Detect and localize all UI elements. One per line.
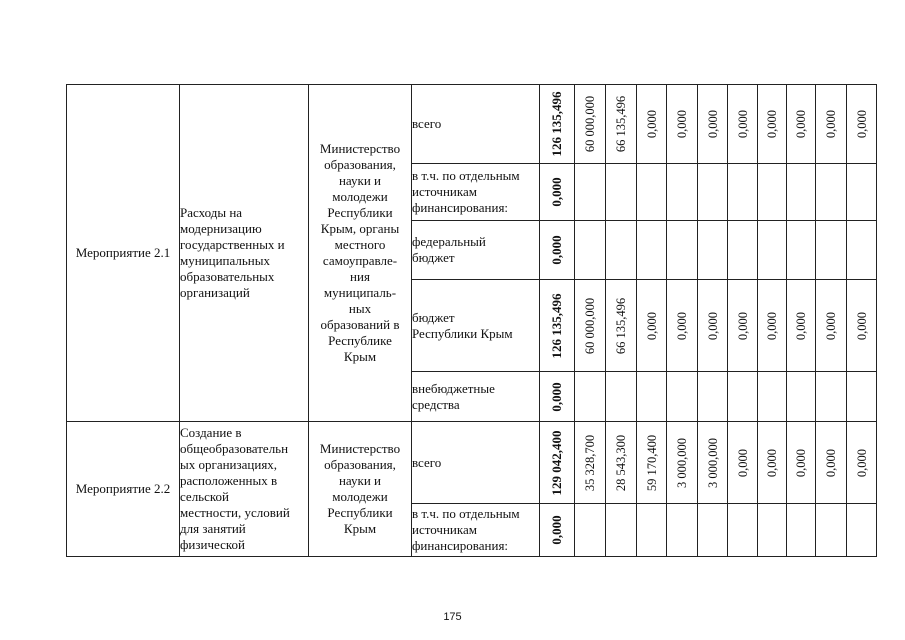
year-amount [637,372,667,422]
year-amount: 0,000 [698,85,728,164]
year-amount: 60 000,000 [575,85,606,164]
year-amount: 0,000 [637,280,667,372]
measure-name: Мероприятие 2.1 [67,85,180,422]
year-amount: 0,000 [728,280,758,372]
funding-source: федеральный бюджет [412,221,540,280]
funding-source: всего [412,85,540,164]
total-amount: 0,000 [540,164,575,221]
page-number: 175 [443,611,462,623]
year-amount [667,164,698,221]
year-amount: 66 135,496 [606,85,637,164]
year-amount: 0,000 [847,422,877,504]
year-amount [758,372,787,422]
year-amount [698,504,728,557]
year-amount [606,221,637,280]
measure-name: Мероприятие 2.2 [67,422,180,557]
year-amount [637,504,667,557]
year-amount: 0,000 [847,85,877,164]
year-amount [816,372,847,422]
year-amount: 3 000,000 [667,422,698,504]
funding-source: в т.ч. по отдельным источникам финансирования: [412,164,540,221]
total-amount: 126 135,496 [540,85,575,164]
total-amount: 0,000 [540,372,575,422]
year-amount: 66 135,496 [606,280,637,372]
total-amount: 129 042,400 [540,422,575,504]
year-amount [575,221,606,280]
year-amount [575,504,606,557]
year-amount: 0,000 [667,280,698,372]
year-amount: 35 328,700 [575,422,606,504]
year-amount [728,504,758,557]
year-amount: 0,000 [728,422,758,504]
total-amount: 0,000 [540,221,575,280]
funding-source: внебюджетные средства [412,372,540,422]
measure-description: Создание в общеобразовательн ых организациях, расположенных в сельской местности, условий для занятий физической [180,422,309,557]
year-amount [787,164,816,221]
year-amount: 28 543,300 [606,422,637,504]
year-amount [787,504,816,557]
year-amount [698,372,728,422]
year-amount [637,221,667,280]
year-amount: 0,000 [787,85,816,164]
total-amount: 0,000 [540,504,575,557]
year-amount [698,164,728,221]
year-amount: 0,000 [816,280,847,372]
year-amount: 3 000,000 [698,422,728,504]
year-amount: 0,000 [787,280,816,372]
total-amount: 126 135,496 [540,280,575,372]
year-amount: 0,000 [698,280,728,372]
funding-source: в т.ч. по отдельным источникам финансирования: [412,504,540,557]
funding-source: всего [412,422,540,504]
table-row [67,422,877,504]
responsible-executor: Министерство образования, науки и молодежи Республики Крым, органы местного самоуправле- ния муниципаль- ных образований в Республике Крым [309,85,412,422]
year-amount [816,504,847,557]
year-amount [787,221,816,280]
year-amount [816,221,847,280]
year-amount [575,164,606,221]
year-amount [606,372,637,422]
year-amount [758,504,787,557]
year-amount [667,372,698,422]
year-amount [667,221,698,280]
year-amount [847,372,877,422]
year-amount [816,164,847,221]
year-amount [698,221,728,280]
year-amount [606,164,637,221]
year-amount [847,504,877,557]
year-amount [847,221,877,280]
year-amount: 0,000 [816,422,847,504]
year-amount [575,372,606,422]
year-amount [728,372,758,422]
year-amount [847,164,877,221]
year-amount: 0,000 [787,422,816,504]
year-amount [728,164,758,221]
year-amount: 0,000 [667,85,698,164]
year-amount: 59 170,400 [637,422,667,504]
year-amount: 0,000 [847,280,877,372]
year-amount: 60 000,000 [575,280,606,372]
year-amount: 0,000 [758,280,787,372]
year-amount [606,504,637,557]
year-amount [667,504,698,557]
responsible-executor: Министерство образования, науки и молодежи Республики Крым [309,422,412,557]
year-amount [637,164,667,221]
year-amount: 0,000 [728,85,758,164]
year-amount: 0,000 [758,422,787,504]
year-amount: 0,000 [816,85,847,164]
year-amount [728,221,758,280]
year-amount: 0,000 [637,85,667,164]
funding-source: бюджет Республики Крым [412,280,540,372]
year-amount: 0,000 [758,85,787,164]
year-amount [758,164,787,221]
year-amount [787,372,816,422]
measure-description: Расходы на модернизацию государственных и муниципальных образовательных организаций [180,85,309,422]
table-row [67,85,877,164]
budget-table [66,84,877,557]
year-amount [758,221,787,280]
